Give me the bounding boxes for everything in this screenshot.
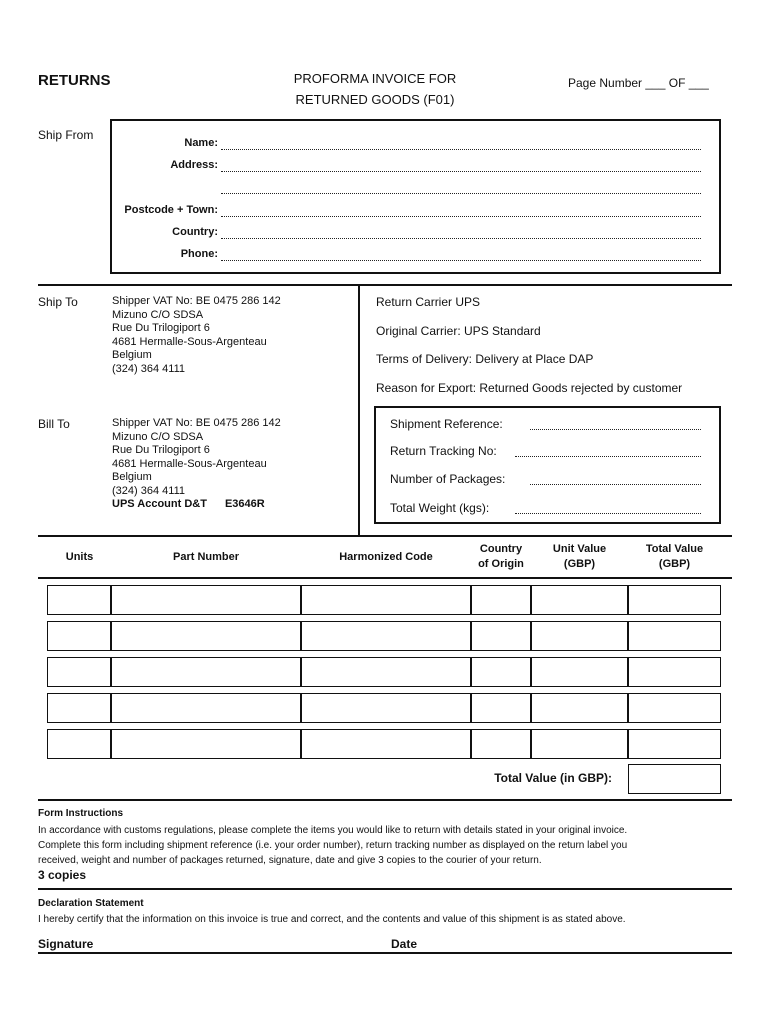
bill-to-line: Rue Du Trilogiport 6 — [112, 444, 210, 456]
declaration-title: Declaration Statement — [38, 898, 144, 909]
instructions-text — [38, 823, 728, 868]
unit-value-cell[interactable] — [531, 729, 628, 759]
col-country-line1: Country — [479, 543, 523, 555]
harmonized-code-cell[interactable] — [301, 621, 471, 651]
postcode-town-label: Postcode + Town: — [124, 204, 218, 216]
col-part-number: Part Number — [172, 551, 240, 563]
units-cell[interactable] — [47, 585, 111, 615]
signature-line[interactable] — [38, 952, 732, 954]
harmonized-code-cell[interactable] — [301, 729, 471, 759]
form-title — [240, 68, 510, 110]
total-value-field[interactable] — [628, 764, 721, 794]
col-total-value — [628, 542, 721, 572]
harmonized-code-cell[interactable] — [301, 657, 471, 687]
total-value-cell[interactable] — [628, 729, 721, 759]
instructions-line: received, weight and number of packages returned, signature, date and give 3 copies to the courier of your return. — [38, 855, 542, 866]
returns-heading: RETURNS — [38, 72, 111, 89]
country-cell[interactable] — [471, 621, 531, 651]
col-unit-value — [531, 542, 628, 572]
bill-to-address — [112, 417, 281, 512]
ship-to-label: Ship To — [38, 295, 78, 309]
unit-value-cell[interactable] — [531, 693, 628, 723]
part-number-cell[interactable] — [111, 693, 301, 723]
ups-account — [112, 498, 281, 512]
weight-label: Total Weight (kgs): — [390, 501, 490, 515]
units-cell[interactable] — [47, 657, 111, 687]
country-field[interactable] — [221, 238, 701, 239]
bill-to-label: Bill To — [38, 417, 70, 431]
ship-to-line: Belgium — [112, 349, 152, 361]
copies-note: 3 copies — [38, 868, 87, 882]
bill-to-line: Mizuno C/O SDSA — [112, 430, 204, 443]
unit-value-cell[interactable] — [531, 621, 628, 651]
col-total-value-line2: (GBP) — [658, 558, 691, 570]
signature-label: Signature — [38, 937, 94, 951]
part-number-cell[interactable] — [111, 729, 301, 759]
col-country-of-origin — [471, 542, 531, 572]
harmonized-code-cell[interactable] — [301, 585, 471, 615]
tracking-label: Return Tracking No: — [390, 444, 497, 458]
packages-field[interactable] — [530, 484, 701, 485]
instructions-line: Complete this form including shipment reference (i.e. your order number), return tracking number as displayed on the return label you — [38, 840, 628, 851]
total-value-cell[interactable] — [628, 657, 721, 687]
units-cell[interactable] — [47, 621, 111, 651]
units-cell[interactable] — [47, 693, 111, 723]
reason-for-export: Reason for Export: Returned Goods rejected by customer — [376, 381, 683, 395]
total-value-cell[interactable] — [628, 621, 721, 651]
country-cell[interactable] — [471, 585, 531, 615]
ship-to-line: Rue Du Trilogiport 6 — [112, 322, 210, 334]
col-units: Units — [65, 551, 94, 563]
packages-label: Number of Packages: — [390, 472, 506, 486]
total-value-cell[interactable] — [628, 585, 721, 615]
col-harmonized-code: Harmonized Code — [339, 551, 433, 563]
return-carrier: Return Carrier UPS — [376, 295, 481, 309]
phone-field[interactable] — [221, 260, 701, 261]
total-value-label: Total Value (in GBP): — [494, 771, 612, 785]
address-label: Address: — [170, 159, 218, 171]
bill-to-line: (324) 364 4111 — [112, 484, 185, 497]
col-total-value-line1: Total Value — [645, 543, 704, 555]
unit-value-cell[interactable] — [531, 585, 628, 615]
terms-of-delivery: Terms of Delivery: Delivery at Place DAP — [376, 352, 594, 366]
phone-label: Phone: — [180, 248, 218, 260]
part-number-cell[interactable] — [111, 621, 301, 651]
part-number-cell[interactable] — [111, 657, 301, 687]
divider — [38, 284, 732, 286]
divider — [38, 535, 732, 537]
unit-value-cell[interactable] — [531, 657, 628, 687]
ups-account-number: E3646R — [224, 498, 265, 510]
ship-from-label: Ship From — [38, 128, 94, 142]
bill-to-line: Belgium — [112, 471, 152, 483]
address-field-1[interactable] — [221, 171, 701, 172]
part-number-cell[interactable] — [111, 585, 301, 615]
instructions-title: Form Instructions — [38, 808, 124, 819]
date-label: Date — [391, 937, 418, 951]
bill-to-line: Shipper VAT No: BE 0475 286 142 — [112, 417, 281, 429]
col-country-line2: of Origin — [478, 558, 524, 570]
form-title-line2: RETURNED GOODS (F01) — [295, 92, 455, 107]
shipment-reference-field[interactable] — [530, 429, 701, 430]
units-cell[interactable] — [47, 729, 111, 759]
total-value-cell[interactable] — [628, 693, 721, 723]
declaration-text: I hereby certify that the information on this invoice is true and correct, and the contents and value of this shipment is as stated above. — [38, 914, 626, 925]
address-field-2[interactable] — [221, 193, 701, 194]
harmonized-code-cell[interactable] — [301, 693, 471, 723]
tracking-field[interactable] — [515, 456, 701, 457]
page-number: Page Number ___ OF ___ — [568, 76, 709, 90]
divider — [38, 577, 732, 579]
name-label: Name: — [184, 137, 218, 149]
ups-account-label: UPS Account D&T — [112, 498, 207, 510]
divider — [38, 888, 732, 890]
col-unit-value-line2: (GBP) — [563, 558, 596, 570]
weight-field[interactable] — [515, 513, 701, 514]
ship-to-address — [112, 295, 281, 376]
bill-to-line: 4681 Hermalle-Sous-Argenteau — [112, 457, 267, 470]
divider — [38, 799, 732, 801]
postcode-town-field[interactable] — [221, 216, 701, 217]
shipment-reference-label: Shipment Reference: — [390, 417, 503, 431]
ship-to-line: (324) 364 4111 — [112, 362, 185, 375]
country-label: Country: — [172, 226, 218, 238]
col-unit-value-line1: Unit Value — [552, 543, 607, 555]
country-cell[interactable] — [471, 693, 531, 723]
instructions-line: In accordance with customs regulations, please complete the items you would like to return with details stated in your original invoice. — [38, 825, 628, 836]
ship-to-line: Shipper VAT No: BE 0475 286 142 — [112, 295, 281, 307]
column-divider — [358, 285, 360, 536]
form-title-line1: PROFORMA INVOICE FOR — [293, 71, 457, 86]
original-carrier: Original Carrier: UPS Standard — [376, 324, 541, 338]
country-cell[interactable] — [471, 729, 531, 759]
ship-to-line: 4681 Hermalle-Sous-Argenteau — [112, 335, 267, 348]
ship-to-line: Mizuno C/O SDSA — [112, 308, 204, 321]
name-field[interactable] — [221, 149, 701, 150]
country-cell[interactable] — [471, 657, 531, 687]
